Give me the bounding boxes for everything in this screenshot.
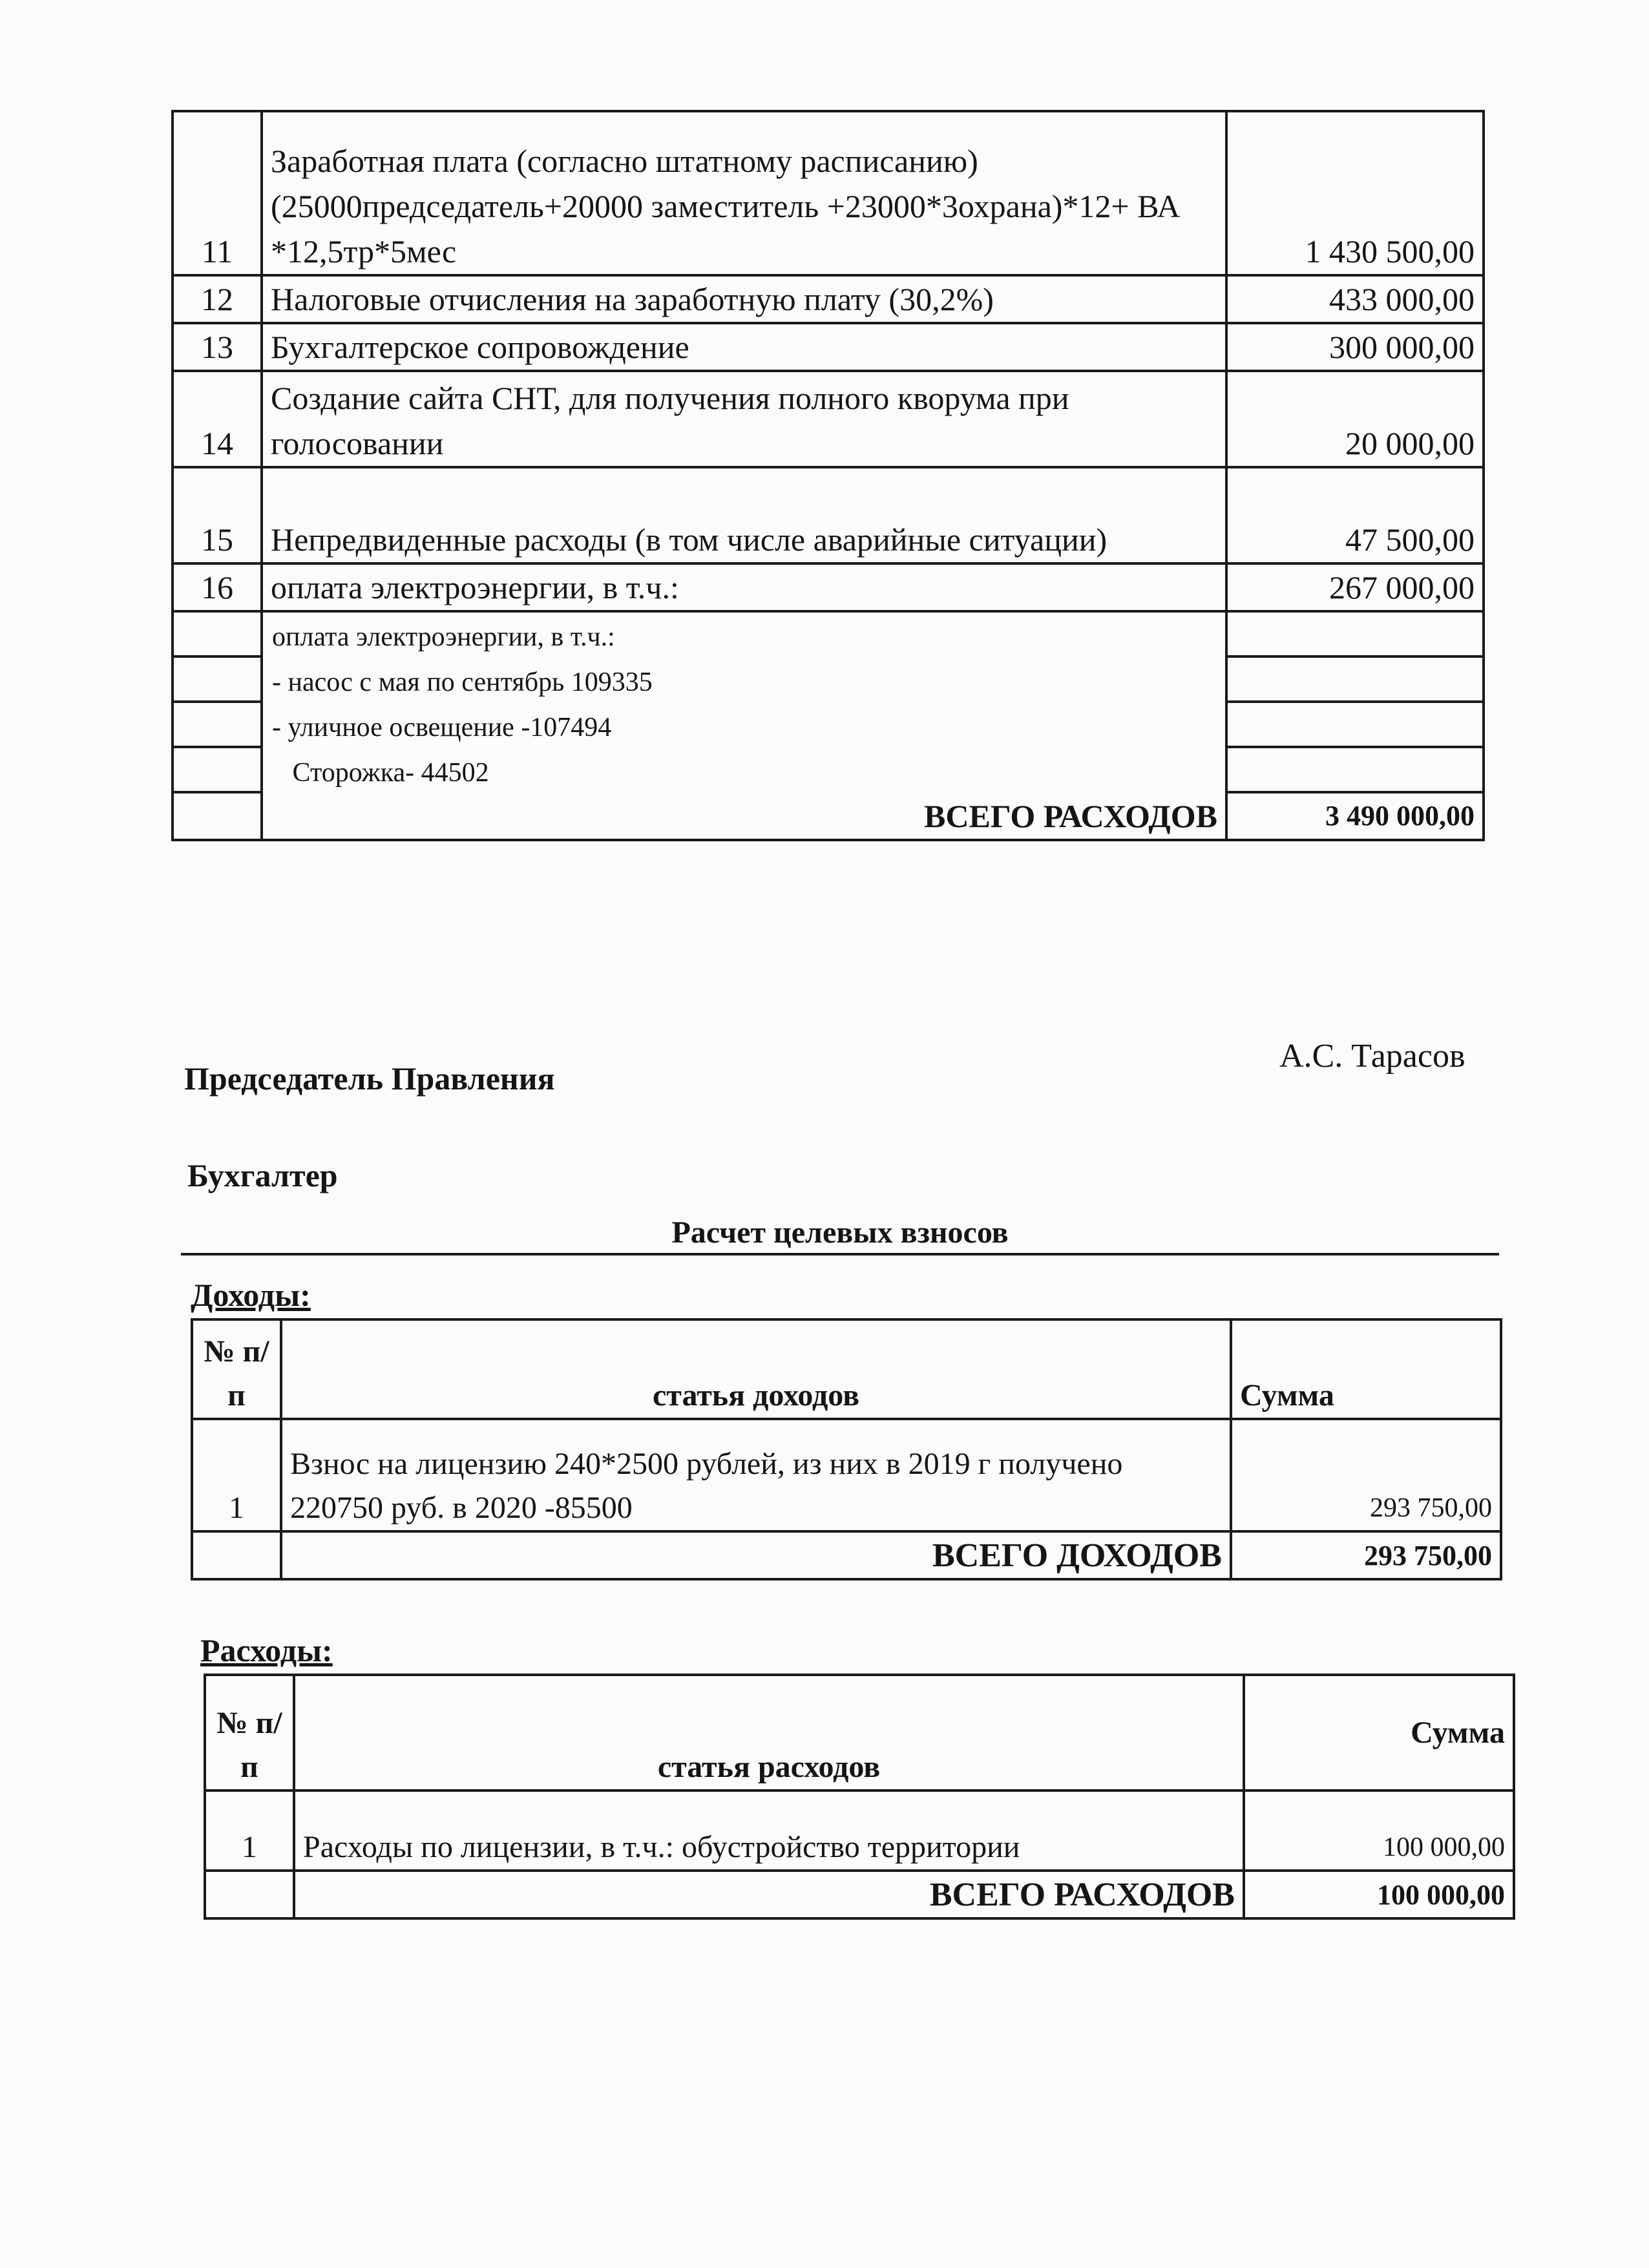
table-row (173, 111, 1484, 275)
table-row (173, 702, 1484, 747)
income-section-label: Доходы: (191, 1277, 311, 1313)
table-row (192, 1419, 1501, 1531)
table-row (205, 1790, 1514, 1871)
row-number: 1 (192, 1419, 281, 1531)
row-amount: 267 000,00 (1226, 563, 1484, 611)
expense-table (204, 1674, 1515, 1920)
table-row (173, 656, 1484, 702)
header-item: статья доходов (281, 1319, 1231, 1419)
row-description: Взнос на лицензию 240*2500 рублей, из них в 2019 г получено 220750 руб. в 2020 -85500 (281, 1419, 1231, 1531)
row-number: 11 (173, 111, 262, 275)
row-description: Бухгалтерское сопровождение (262, 323, 1226, 371)
total-amount: 3 490 000,00 (1226, 792, 1484, 840)
accountant-label: Бухгалтер (187, 1157, 338, 1193)
table-row (173, 747, 1484, 792)
total-label: ВСЕГО ДОХОДОВ (281, 1531, 1231, 1579)
row-description: Создание сайта СНТ, для получения полного кворума при голосовании (262, 371, 1226, 467)
row-description: Налоговые отчисления на заработную плату (30,2%) (262, 275, 1226, 323)
header-row (205, 1675, 1514, 1790)
header-sum: Сумма (1231, 1319, 1501, 1419)
row-amount: 100 000,00 (1244, 1790, 1514, 1871)
budget-expense-table (171, 110, 1485, 841)
header-row (192, 1319, 1501, 1419)
row-amount: 1 430 500,00 (1226, 111, 1484, 275)
total-label: ВСЕГО РАСХОДОВ (294, 1871, 1244, 1918)
row-description: Расходы по лицензии, в т.ч.: обустройство территории (294, 1790, 1244, 1871)
table-row (173, 275, 1484, 323)
row-amount: 293 750,00 (1231, 1419, 1501, 1531)
row-number: 14 (173, 371, 262, 467)
table-row (173, 323, 1484, 371)
row-number: 1 (205, 1790, 294, 1871)
expense-section-label: Расходы: (200, 1632, 333, 1668)
total-row (205, 1871, 1514, 1918)
table-row (173, 563, 1484, 611)
header-num: № п/п (205, 1675, 294, 1790)
row-amount: 47 500,00 (1226, 467, 1484, 563)
header-sum: Сумма (1244, 1675, 1514, 1790)
row-amount: 20 000,00 (1226, 371, 1484, 467)
row-amount: 433 000,00 (1226, 275, 1484, 323)
table-row (173, 467, 1484, 563)
total-amount: 100 000,00 (1244, 1871, 1514, 1918)
header-item: статья расходов (294, 1675, 1244, 1790)
header-num: № п/п (192, 1319, 281, 1419)
total-amount: 293 750,00 (1231, 1531, 1501, 1579)
row-description: Непредвиденные расходы (в том числе аварийные ситуации) (262, 467, 1226, 563)
row-description: оплата электроэнергии, в т.ч.: (262, 563, 1226, 611)
total-row (173, 792, 1484, 840)
total-label: ВСЕГО РАСХОДОВ (262, 792, 1226, 840)
sub-line: - насос с мая по сентябрь 109335 (262, 656, 1226, 702)
total-row (192, 1531, 1501, 1579)
row-number: 12 (173, 275, 262, 323)
chairman-label: Председатель Правления (184, 1060, 555, 1097)
sub-line: оплата электроэнергии, в т.ч.: (262, 611, 1226, 656)
sub-line: - уличное освещение -107494 (262, 702, 1226, 747)
table-row (173, 611, 1484, 656)
row-number: 13 (173, 323, 262, 371)
row-amount: 300 000,00 (1226, 323, 1484, 371)
row-description: Заработная плата (согласно штатному расписанию)(25000председатель+20000 заместитель +23000*3охрана)*12+ ВА *12,5тр*5мес (262, 111, 1226, 275)
row-number: 15 (173, 467, 262, 563)
sub-line: Сторожка- 44502 (262, 747, 1226, 792)
row-number: 16 (173, 563, 262, 611)
calc-title: Расчет целевых взносов (181, 1215, 1499, 1255)
income-table (191, 1318, 1502, 1580)
table-row (173, 371, 1484, 467)
chairman-name: А.С. Тарасов (1279, 1038, 1465, 1075)
